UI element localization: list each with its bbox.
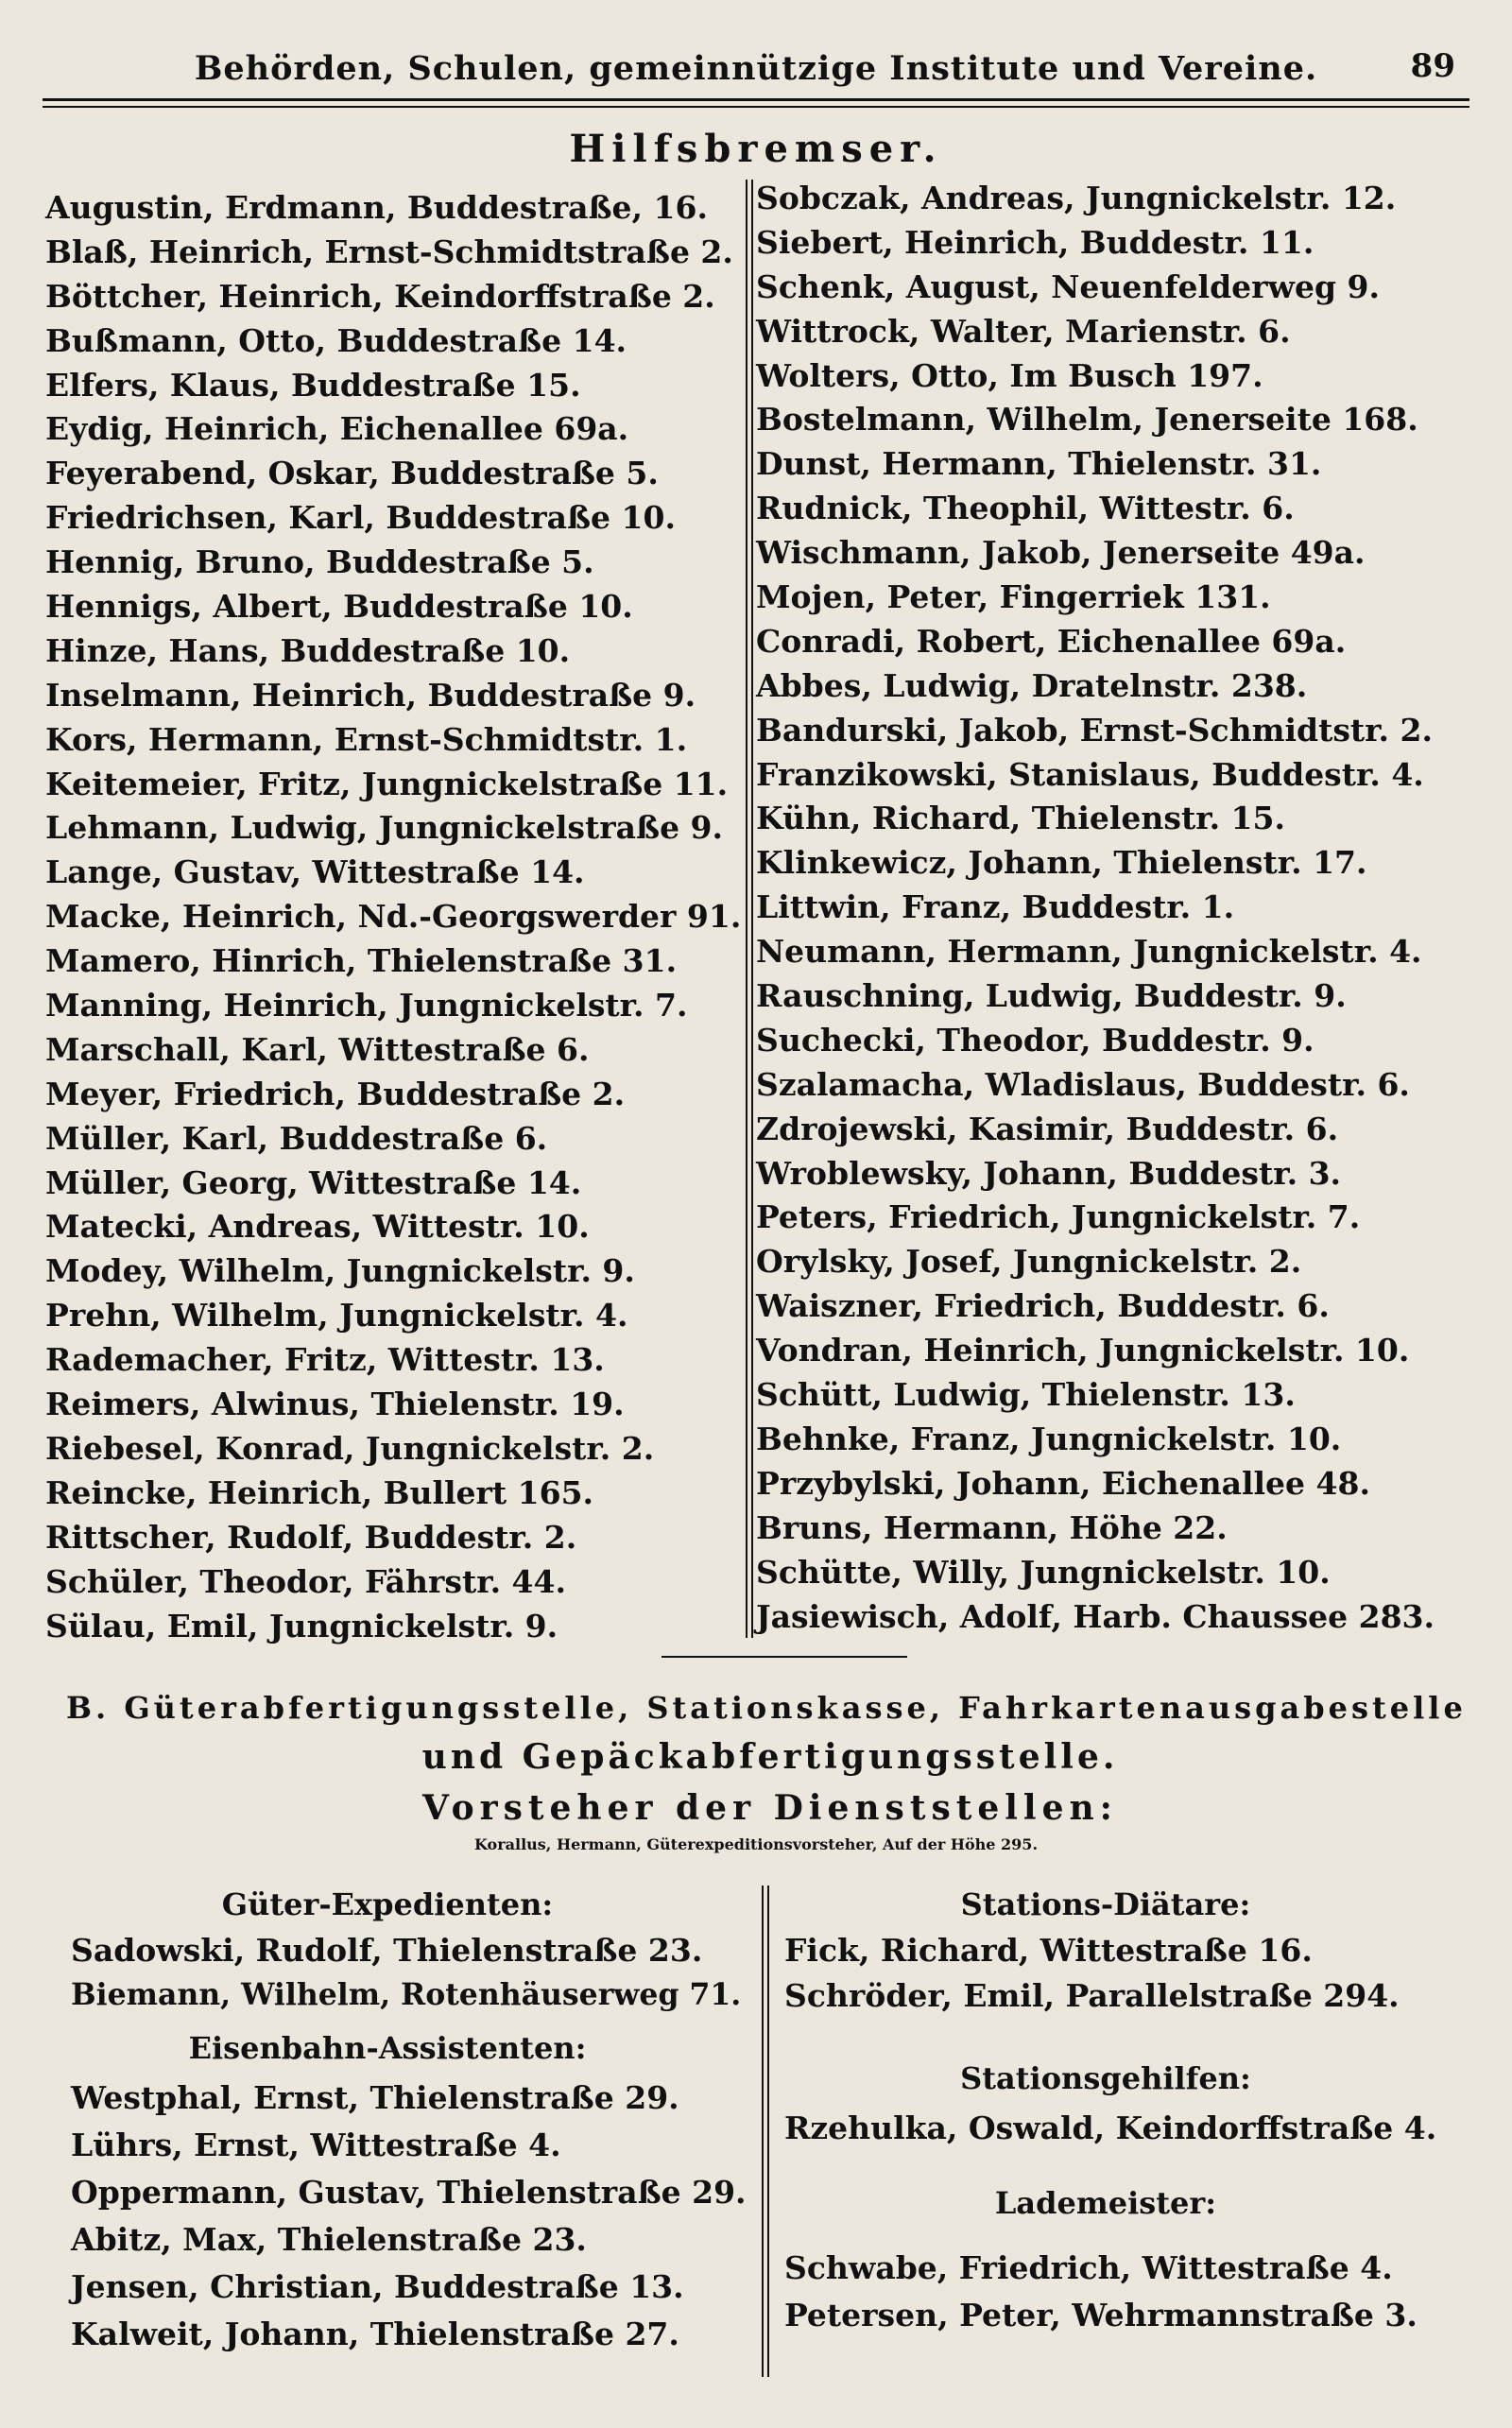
directory-entry: Reimers, Alwinus, Thielenstr. 19. xyxy=(45,1386,625,1423)
directory-entry: Rademacher, Fritz, Wittestr. 13. xyxy=(45,1341,605,1379)
directory-entry: Marschall, Karl, Wittestraße 6. xyxy=(45,1030,590,1068)
directory-entry: Riebesel, Konrad, Jungnickelstr. 2. xyxy=(45,1429,655,1467)
directory-entry: Przybylski, Johann, Eichenallee 48. xyxy=(756,1464,1370,1502)
stations-diaetare-heading: Stations-Diätare: xyxy=(960,1886,1251,1922)
directory-entry: Rauschning, Ludwig, Buddestr. 9. xyxy=(756,977,1347,1015)
directory-entry: Lange, Gustav, Wittestraße 14. xyxy=(45,853,585,891)
lademeister-heading: Lademeister: xyxy=(994,2185,1217,2221)
directory-entry: Szalamacha, Wladislaus, Buddestr. 6. xyxy=(756,1065,1410,1103)
section-divider xyxy=(662,1656,907,1658)
directory-entry: Kors, Hermann, Ernst-Schmidtstr. 1. xyxy=(45,720,688,758)
directory-entry: Littwin, Franz, Buddestr. 1. xyxy=(756,888,1235,926)
directory-entry: Meyer, Friedrich, Buddestraße 2. xyxy=(45,1075,626,1112)
gueter-expedienten-heading: Güter-Expedienten: xyxy=(221,1886,554,1922)
directory-entry: Bruns, Hermann, Höhe 22. xyxy=(756,1508,1228,1546)
directory-entry: Eydig, Heinrich, Eichenallee 69a. xyxy=(45,410,629,448)
directory-entry: Bußmann, Otto, Buddestraße 14. xyxy=(45,321,627,359)
directory-entry: Jasiewisch, Adolf, Harb. Chaussee 283. xyxy=(756,1597,1435,1635)
directory-entry: Mojen, Peter, Fingerriek 131. xyxy=(756,578,1271,616)
section-b-heading: B. Güterabfertigungsstelle, Stationskasse, Fahrkartenausgabestelle xyxy=(66,1690,1467,1726)
directory-entry: Waiszner, Friedrich, Buddestr. 6. xyxy=(756,1287,1330,1325)
directory-entry: Inselmann, Heinrich, Buddestraße 9. xyxy=(45,676,696,714)
directory-entry: Müller, Georg, Wittestraße 14. xyxy=(45,1163,582,1201)
directory-entry: Zdrojewski, Kasimir, Buddestr. 6. xyxy=(756,1110,1339,1147)
directory-entry: Schütte, Willy, Jungnickelstr. 10. xyxy=(756,1553,1331,1591)
directory-entry: Mamero, Hinrich, Thielenstraße 31. xyxy=(45,942,678,980)
section-title: Hilfsbremser. xyxy=(569,127,943,171)
directory-entry: Friedrichsen, Karl, Buddestraße 10. xyxy=(45,499,676,537)
directory-entry: Klinkewicz, Johann, Thielenstr. 17. xyxy=(756,844,1367,882)
directory-entry: Neumann, Hermann, Jungnickelstr. 4. xyxy=(756,933,1422,971)
column-divider xyxy=(746,180,747,1638)
directory-entry: Prehn, Wilhelm, Jungnickelstr. 4. xyxy=(45,1297,628,1335)
section-b-heading-line2: und Gepäckabfertigungsstelle. xyxy=(421,1737,1119,1777)
list-item: Jensen, Christian, Buddestraße 13. xyxy=(71,2268,684,2305)
page-header-title: Behörden, Schulen, gemeinnützige Institute und Vereine. xyxy=(194,49,1318,88)
directory-entry: Bostelmann, Wilhelm, Jenerseite 168. xyxy=(756,401,1418,439)
list-item: Schwabe, Friedrich, Wittestraße 4. xyxy=(784,2249,1393,2286)
directory-entry: Blaß, Heinrich, Ernst-Schmidtstraße 2. xyxy=(45,232,733,270)
eisenbahn-assistenten-heading: Eisenbahn-Assistenten: xyxy=(188,2030,587,2066)
list-item: Westphal, Ernst, Thielenstraße 29. xyxy=(71,2079,679,2116)
directory-entry: Böttcher, Heinrich, Keindorffstraße 2. xyxy=(45,277,715,315)
directory-entry: Schütt, Ludwig, Thielenstr. 13. xyxy=(756,1376,1296,1414)
directory-entry: Franzikowski, Stanislaus, Buddestr. 4. xyxy=(756,755,1424,793)
header-rule xyxy=(43,98,1469,101)
directory-entry: Hennig, Bruno, Buddestraße 5. xyxy=(45,543,594,581)
directory-entry: Macke, Heinrich, Nd.-Georgswerder 91. xyxy=(45,898,742,936)
directory-entry: Matecki, Andreas, Wittestr. 10. xyxy=(45,1208,590,1246)
column-divider xyxy=(767,1886,769,2377)
directory-entry: Rittscher, Rudolf, Buddestr. 2. xyxy=(45,1518,577,1556)
directory-entry: Augustin, Erdmann, Buddestraße, 16. xyxy=(45,189,708,226)
list-item: Biemann, Wilhelm, Rotenhäuserweg 71. xyxy=(71,1977,742,2012)
directory-entry: Sülau, Emil, Jungnickelstr. 9. xyxy=(45,1607,558,1644)
list-item: Kalweit, Johann, Thielenstraße 27. xyxy=(71,2316,679,2352)
directory-entry: Suchecki, Theodor, Buddestr. 9. xyxy=(756,1021,1314,1059)
directory-entry: Conradi, Robert, Eichenallee 69a. xyxy=(756,622,1347,660)
directory-entry: Elfers, Klaus, Buddestraße 15. xyxy=(45,366,581,404)
directory-entry: Bandurski, Jakob, Ernst-Schmidtstr. 2. xyxy=(756,711,1433,749)
directory-entry: Wroblewsky, Johann, Buddestr. 3. xyxy=(756,1154,1342,1192)
directory-entry: Manning, Heinrich, Jungnickelstr. 7. xyxy=(45,987,688,1025)
directory-entry: Lehmann, Ludwig, Jungnickelstraße 9. xyxy=(45,809,724,847)
directory-entry: Dunst, Hermann, Thielenstr. 31. xyxy=(756,445,1322,483)
directory-entry: Keitemeier, Fritz, Jungnickelstraße 11. xyxy=(45,765,729,802)
list-item: Lührs, Ernst, Wittestraße 4. xyxy=(71,2127,561,2163)
directory-entry: Schenk, August, Neuenfelderweg 9. xyxy=(756,267,1380,305)
directory-entry: Vondran, Heinrich, Jungnickelstr. 10. xyxy=(756,1332,1410,1369)
stationsgehilfen-heading: Stationsgehilfen: xyxy=(960,2060,1251,2096)
directory-entry: Müller, Karl, Buddestraße 6. xyxy=(45,1119,548,1157)
directory-entry: Hennigs, Albert, Buddestraße 10. xyxy=(45,588,633,626)
directory-entry: Behnke, Franz, Jungnickelstr. 10. xyxy=(756,1420,1342,1457)
directory-entry: Orylsky, Josef, Jungnickelstr. 2. xyxy=(756,1243,1302,1281)
page-number: 89 xyxy=(1410,47,1455,85)
list-item: Oppermann, Gustav, Thielenstraße 29. xyxy=(71,2174,747,2211)
vorsteher-heading: Vorsteher der Dienststellen: xyxy=(422,1788,1118,1828)
directory-entry: Hinze, Hans, Buddestraße 10. xyxy=(45,631,571,669)
list-item: Fick, Richard, Wittestraße 16. xyxy=(784,1932,1313,1969)
list-item: Rzehulka, Oswald, Keindorffstraße 4. xyxy=(784,2109,1437,2146)
left-column xyxy=(45,186,745,1648)
column-divider xyxy=(751,180,753,1638)
running-head xyxy=(38,49,1474,96)
column-divider xyxy=(762,1886,764,2377)
directory-entry: Wittrock, Walter, Marienstr. 6. xyxy=(756,312,1291,350)
vorsteher-entry: Korallus, Hermann, Güterexpeditionsvorsteher, Auf der Höhe 295. xyxy=(473,1835,1039,1853)
header-rule-thin xyxy=(43,106,1469,108)
right-column xyxy=(756,177,1474,1639)
directory-entry: Reincke, Heinrich, Bullert 165. xyxy=(45,1473,594,1511)
directory-entry: Peters, Friedrich, Jungnickelstr. 7. xyxy=(756,1198,1361,1236)
directory-entry: Sobczak, Andreas, Jungnickelstr. 12. xyxy=(756,180,1397,216)
list-item: Petersen, Peter, Wehrmannstraße 3. xyxy=(784,2297,1418,2333)
directory-entry: Modey, Wilhelm, Jungnickelstr. 9. xyxy=(45,1252,635,1290)
list-item: Abitz, Max, Thielenstraße 23. xyxy=(71,2221,587,2258)
directory-entry: Kühn, Richard, Thielenstr. 15. xyxy=(756,800,1285,837)
list-item: Sadowski, Rudolf, Thielenstraße 23. xyxy=(71,1932,703,1969)
directory-entry: Rudnick, Theophil, Wittestr. 6. xyxy=(756,490,1295,527)
list-item: Schröder, Emil, Parallelstraße 294. xyxy=(784,1977,1400,2014)
directory-entry: Siebert, Heinrich, Buddestr. 11. xyxy=(756,223,1314,261)
directory-entry: Feyerabend, Oskar, Buddestraße 5. xyxy=(45,455,659,492)
directory-entry: Abbes, Ludwig, Dratelnstr. 238. xyxy=(756,666,1308,704)
directory-entry: Wolters, Otto, Im Busch 197. xyxy=(756,356,1263,394)
directory-entry: Wischmann, Jakob, Jenerseite 49a. xyxy=(756,534,1366,572)
directory-entry: Schüler, Theodor, Fährstr. 44. xyxy=(45,1562,566,1600)
